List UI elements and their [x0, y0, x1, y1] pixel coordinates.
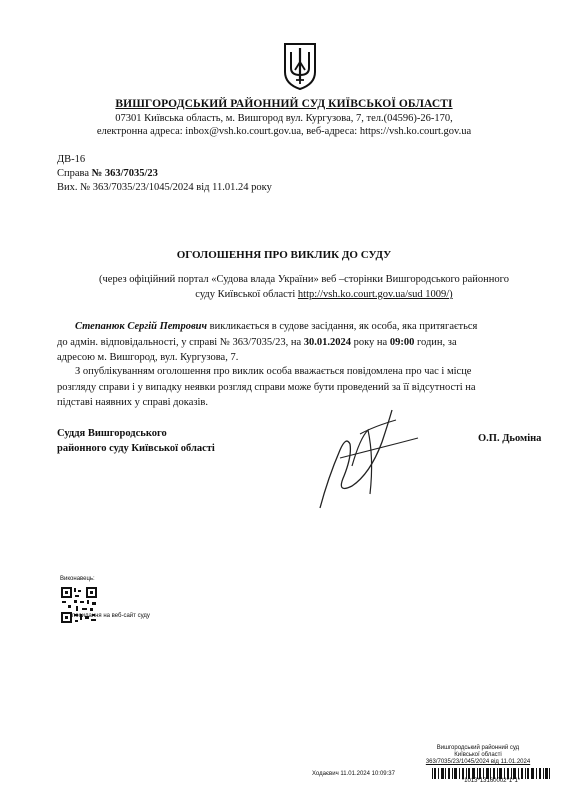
- judge-position-line1: Суддя Вишгородського: [57, 428, 167, 439]
- judge-position: [57, 426, 215, 456]
- case-number: № 363/7035/23: [91, 168, 158, 179]
- para1-line1: [57, 319, 541, 335]
- handwritten-signature: [300, 398, 430, 518]
- para1-line1-text: викликається в судове засідання, як особа, яка притягається: [207, 321, 478, 332]
- announcement-subtitle-line1: (через офіційний портал «Судова влада України» веб –сторінки Вишгородського районного: [99, 274, 509, 285]
- case-prefix: Справа: [57, 168, 92, 179]
- announcement-subtitle-line2: [40, 289, 568, 300]
- para1-line2-b: року на: [350, 336, 390, 348]
- e-signature-stamp: [400, 745, 556, 766]
- case-line: [57, 168, 158, 179]
- summons-paragraph: [57, 319, 541, 366]
- para1-line3: адресою м. Вишгород, вул. Кургузова, 7.: [57, 352, 239, 363]
- qr-caption: посилання на веб-сайт суду: [72, 613, 150, 619]
- para1-line2-c: годин, за: [414, 336, 457, 348]
- stamp-region: Київської області: [454, 752, 502, 758]
- notice-paragraph: [57, 364, 541, 411]
- para1-line2: [57, 335, 541, 351]
- stamp-signer: Ходаєвич 11.01.2024 10:09:37: [312, 771, 395, 777]
- outgoing-number: Вих. № 363/7035/23/1045/2024 від 11.01.24 року: [57, 182, 272, 193]
- announcement-title: ОГОЛОШЕННЯ ПРО ВИКЛИК ДО СУДУ: [176, 249, 392, 261]
- para2-line1: З опублікуванням оголошення про виклик особа вважається повідомлена про час і місце: [75, 366, 472, 377]
- court-title: ВИШГОРОДСЬКИЙ РАЙОННИЙ СУД КИЇВСЬКОЇ ОБЛАСТІ: [115, 98, 453, 110]
- para1-line2-a: до адмін. відповідальності, у справі № 363/7035/23, на: [57, 336, 304, 348]
- court-address: 07301 Київська область, м. Вишгород вул. Кургузова, 7, тел.(04596)-26-170,: [115, 113, 453, 124]
- subtitle-text: суду Київської області: [195, 289, 298, 300]
- para2-line2: розгляду справи і у випадку неявки розгляд справи може бути проведений за її відсутності на: [57, 381, 476, 393]
- form-code: ДВ-16: [57, 154, 86, 165]
- judge-position-line2: районного суду Київської області: [57, 443, 215, 454]
- person-name: Степанюк Сергій Петрович: [75, 321, 208, 332]
- court-email: електронна адреса: inbox@vsh.ko.court.gov.ua, веб-адреса: https://vsh.ko.court.gov.ua: [96, 126, 472, 137]
- para2-line3: підставі наявних у справі доказів.: [57, 397, 209, 408]
- barcode-text: *1013*13160002*1*1*: [461, 778, 521, 784]
- stamp-document-number: 363/7035/23/1045/2024 від 11.01.2024: [425, 759, 531, 765]
- hearing-time: 09:00: [389, 336, 415, 348]
- coat-of-arms-icon: [283, 42, 317, 90]
- court-website-link[interactable]: http://vsh.ko.court.gov.ua/sud 1009/): [297, 289, 453, 300]
- hearing-date: 30.01.2024: [303, 336, 351, 348]
- stamp-court: Вишгородський районний суд: [436, 745, 520, 751]
- executor-label: Виконавець:: [60, 576, 95, 582]
- barcode-icon: [432, 766, 550, 777]
- judge-name: О.П. Дьоміна: [478, 433, 542, 444]
